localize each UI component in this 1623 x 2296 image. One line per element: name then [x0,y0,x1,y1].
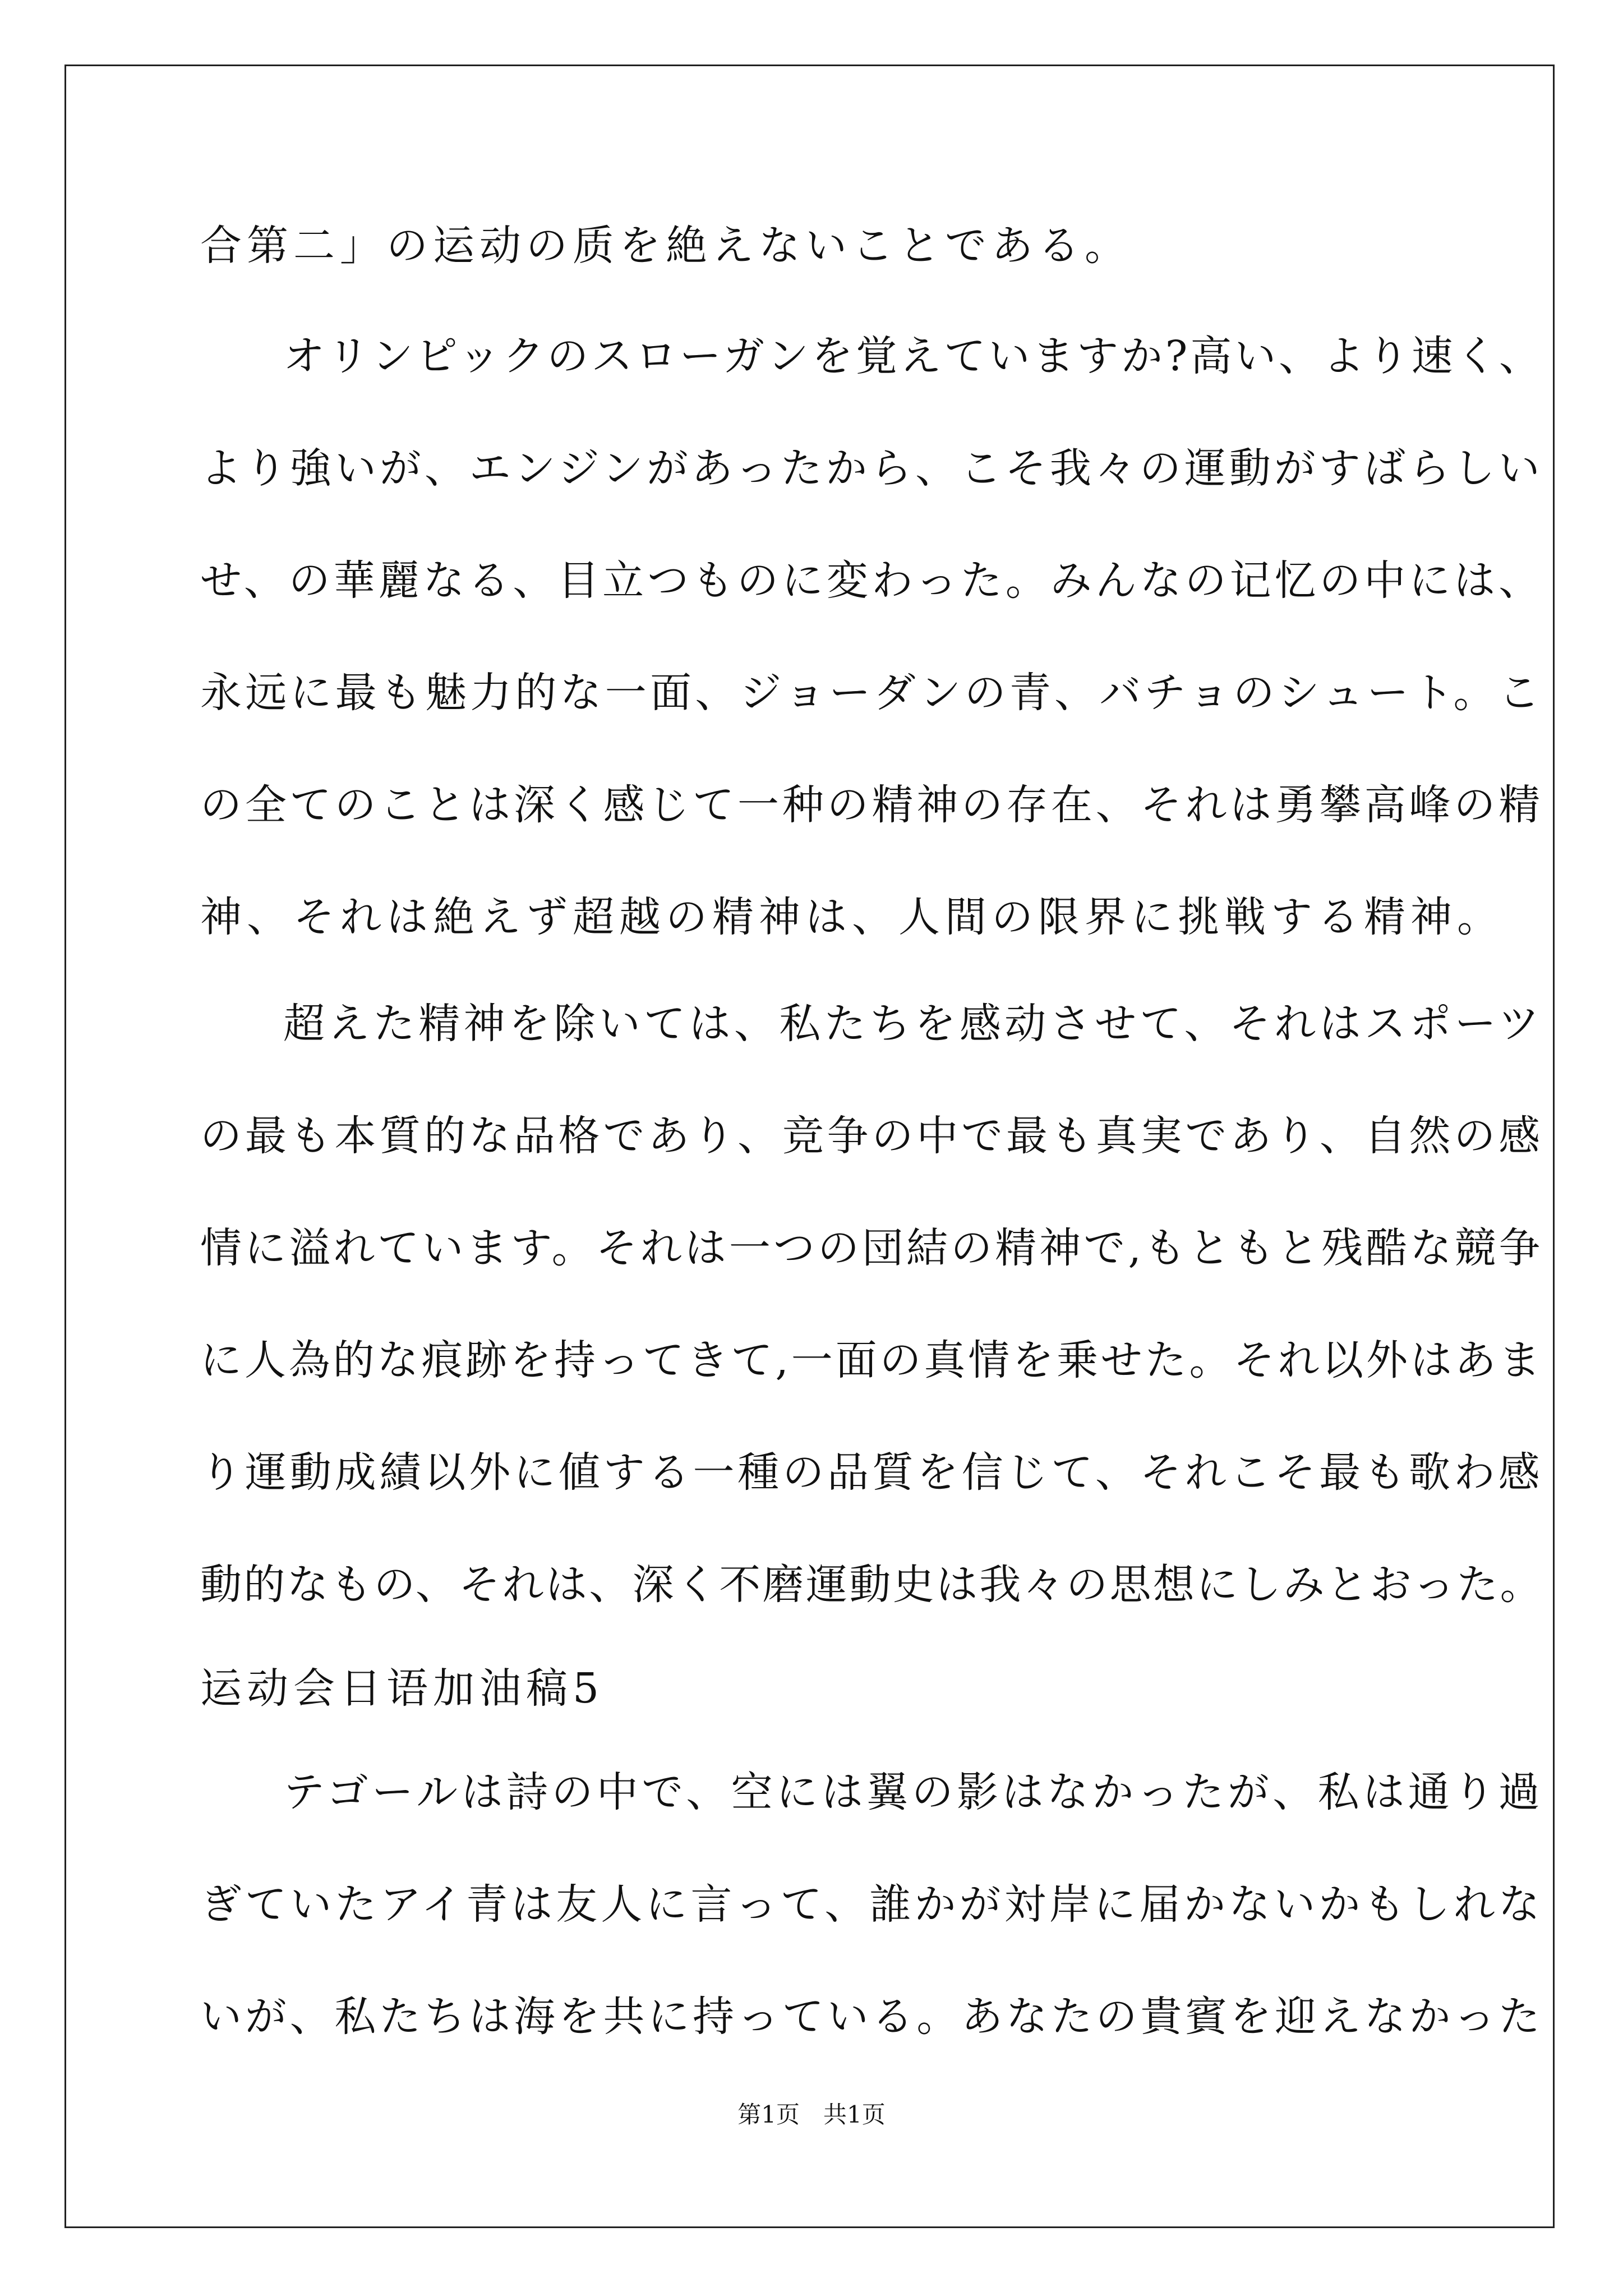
text-line: ぎていたアイ青は友人に言って、誰かが対岸に届かないかもしれな [200,1880,1543,1929]
text-line: り運動成績以外に値する一種の品質を信じて、それこそ最も歌わ感 [200,1448,1543,1497]
text-line: に人為的な痕跡を持ってきて,一面の真情を乗せた。それ以外はあま [200,1336,1543,1384]
text-line: テゴールは詩の中で、空には翼の影はなかったが、私は通り過 [283,1768,1544,1816]
section-heading: 运动会日语加油稿5 [200,1664,605,1713]
text-line: 超えた精神を除いては、私たちを感动させて、それはスポーツ [283,1000,1543,1048]
page-number-footer: 第1页 共1页 [737,2101,886,2128]
text-line: の最も本質的な品格であり、竞争の中で最も真実であり、自然の感 [200,1112,1543,1160]
text-line: 合第二」の运动の质を絶えないことである。 [200,222,1131,270]
text-line: 情に溢れています。それは一つの団結の精神で,もともと残酷な競争 [200,1224,1543,1272]
text-line: オリンピックのスローガンを覚えていますか?高い、より速く、 [283,332,1543,380]
text-line: の全てのことは深く感じて一种の精神の存在、それは勇攀高峰の精 [200,781,1543,829]
text-line: せ、の華麗なる、目立つものに変わった。みんなの记忆の中には、 [200,556,1544,605]
text-line: 神、それは絶えず超越の精神は、人間の限界に挑戦する精神。 [200,893,1504,941]
text-line: 永远に最も魅力的な一面、ジョーダンの青、バチョのシュート。こ [200,669,1543,717]
text-line: いが、私たちは海を共に持っている。あなたの貴賓を迎えなかった [200,1993,1543,2041]
text-line: 動的なもの、それは、深く不磨運動史は我々の思想にしみとおった。 [200,1561,1544,1609]
text-line: より強いが、エンジンがあったから、こそ我々の運動がすばらしい [200,444,1543,493]
